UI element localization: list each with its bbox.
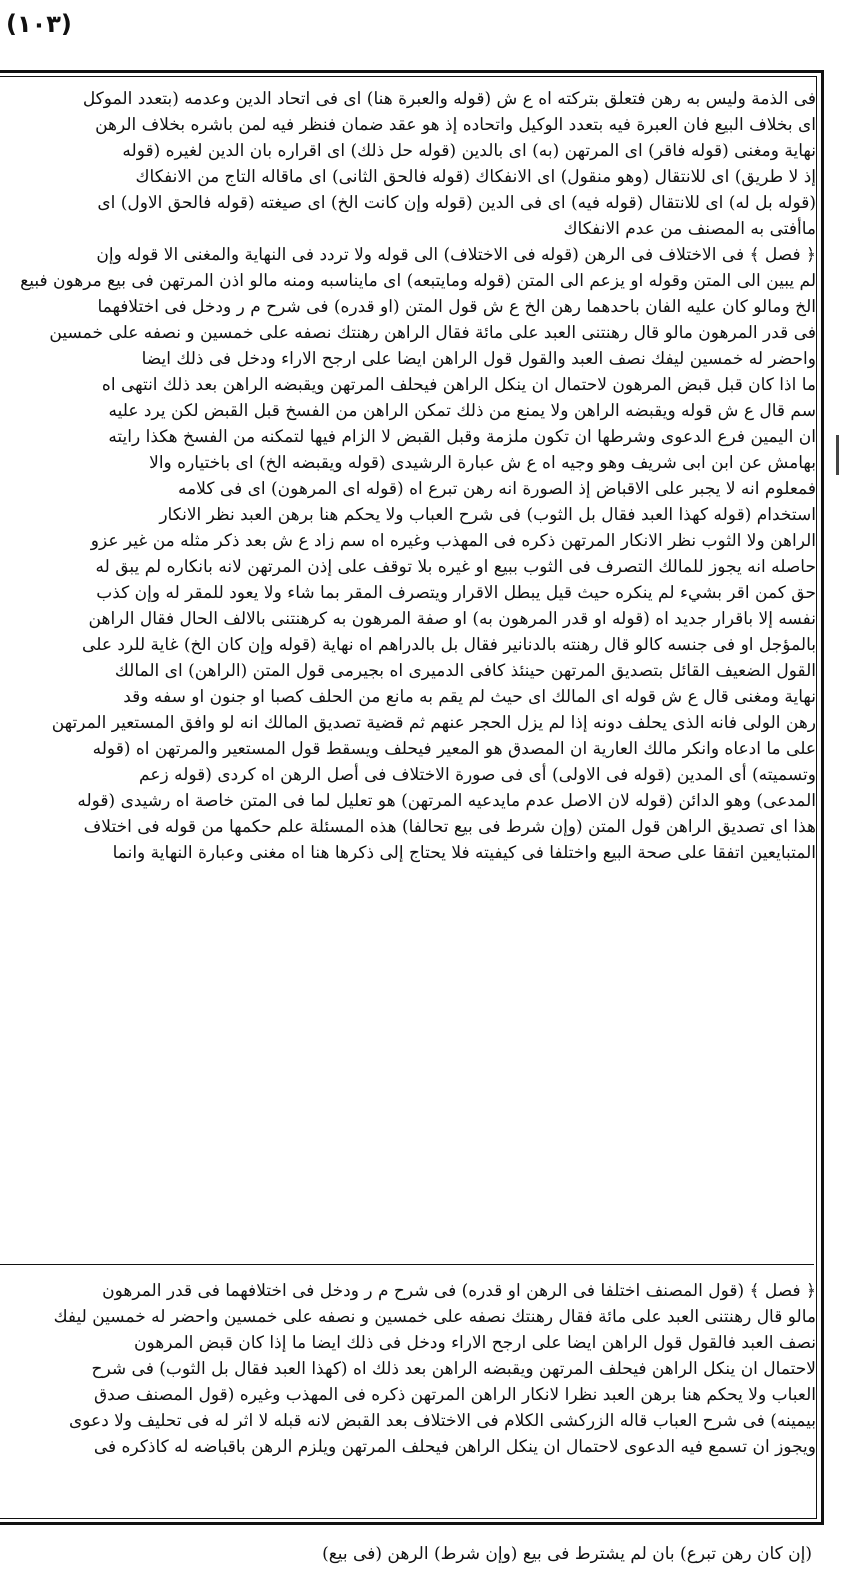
text-line: هذا اى تصديق الراهن قول المتن (وإن شرط فى بيع تحالفا) هذه المسئلة علم حكمها من قوله فى اختلاف	[83, 817, 816, 837]
margin-mark	[836, 435, 839, 475]
text-line: ماأفتى به المصنف من عدم الانفكاك	[563, 219, 816, 239]
text-line: المدعى) وهو الدائن (قوله لان الاصل عدم مايدعيه المرتهن) هو تعليل لما فى المتن خاصة اه رشيدى (قوله	[77, 791, 816, 811]
main-text-block	[0, 86, 816, 866]
text-line: ﴿ فصل ﴾ (قول المصنف اختلفا فى الرهن او قدره) فى شرح م ر ودخل فى اختلافهما فى قدر المرهون	[102, 1281, 816, 1301]
text-line: ما اذا كان قبل قبض المرهون لاحتمال ان ينكل الراهن فيحلف المرتهن ويقبضه الراهن بعد ذلك انتهى اه	[101, 375, 816, 395]
text-line: ويجوز ان تسمع فيه الدعوى لاحتمال ان ينكل الراهن فيحلف المرتهن ويلزم الرهن باقباضه له كاذكره فى	[93, 1437, 816, 1457]
section-divider	[0, 1264, 814, 1265]
text-line: نهاية ومغنى قال ع ش قوله اى المالك اى حيث لم يقم به مانع من الحلف كصبا او جنون او سفه وقد	[123, 687, 816, 707]
text-line: بيمينه) فى شرح العباب قاله الزركشى الكلام فى الاختلاف بعد القبض لانه قبله لا اثر له فى تحليف ولا دعوى	[68, 1411, 816, 1431]
text-line: اى بخلاف البيع فان العبرة فيه بتعدد الوكيل واتحاده إذ هو عقد ضمان فنظر فيه لمن باشره بخلاف الرهن	[95, 115, 816, 135]
text-line: القول الضعيف القائل بتصديق المرتهن حينئذ كافى الدميرى اه بجيرمى قول المتن (الراهن) اى المالك	[114, 661, 816, 681]
text-line: لم يبين الى المتن وقوله او يزعم الى المتن (قوله ومايتبعه) اى مايناسبه ومنه مالو اذن المرتهن فى بيع مرهون فبيع	[20, 271, 816, 291]
text-line: لاحتمال ان ينكل الراهن فيحلف المرتهن ويقبضه الراهن بعد ذلك اه (كهذا العبد فقال بل الثوب) فى شرح	[91, 1359, 816, 1379]
text-line: الخ ومالو كان عليه الفان باحدهما رهن الخ ع ش قول المتن (او قدره) فى شرح م ر ودخل فى اختلافهما	[97, 297, 816, 317]
text-line: حاصله انه يجوز للمالك التصرف فى الثوب ببيع او غيره بلا توقف على إذن المرتهن لانه بانكاره لم يبق له	[95, 557, 816, 577]
text-line: المتبايعين اتفقا على صحة البيع واختلفا فى كيفيته فلا يحتاج إلى ذكرها هنا اه مغنى وعبارة النهاية وانما	[112, 843, 816, 863]
text-line: ان اليمين فرع الدعوى وشرطها ان تكون ملزمة وقبل القبض لا الزام فيها لتمكنه من الفسخ هكذا رايته	[108, 427, 816, 447]
text-line: نفسه إلا باقرار جديد اه (قوله او قدر المرهون به) او صفة المرهون به كرهنتنى بالالف الحال فقال الراهن	[88, 609, 816, 629]
text-line: سم قال ع ش قوله ويقبضه الراهن ولا يمنع من ذلك تمكن الراهن من الفسخ قبل القبض لكن يرد عليه	[108, 401, 816, 421]
text-line: إذ لا طريق) اى للانتقال (وهو منقول) اى الانفكاك (قوله فالحق الثانى) اى ماقاله التاج من الانفكاك	[135, 167, 816, 187]
text-line: بهامش عن ابن ابى شريف وهو وجيه اه ع ش عبارة الرشيدى (قوله ويقبضه الخ) اى باختياره والا	[149, 453, 816, 473]
footnote-line: (إن كان رهن تبرع) بان لم يشترط فى بيع (وإن شرط) الرهن (فى بيع)	[322, 1544, 812, 1564]
text-line: بالمؤجل او فى جنسه كالو قال رهنته بالدنانير فقال بل بالدراهم اه نهاية (قوله وإن كان الخ) غاية للرد على	[82, 635, 816, 655]
text-line: استخدام (قوله كهذا العبد فقال بل الثوب) فى شرح العباب ولا يحكم هنا برهن العبد نظر الانكار	[159, 505, 816, 525]
text-line: واحضر له خمسين ليفك نصف العبد والقول قول الراهن ايضا على ارجح الاراء ودخل فى ذلك ايضا	[141, 349, 816, 369]
text-line: رهن الولى فانه الذى يحلف دونه إذا لم يزل الحجر عنهم ثم قضية تصديق المالك انه لو وافق المستعير المرتهن	[51, 713, 816, 733]
text-line: فمعلوم انه لا يجبر على الاقباض إذ الصورة انه رهن تبرع اه (قوله اى المرهون) اى فى كلامه	[178, 479, 816, 499]
text-line: نهاية ومغنى (قوله فاقر) اى المرتهن (به) اى بالدين (قوله حل ذلك) اى اقراره بان الدين لغيره (قوله	[122, 141, 816, 161]
text-line: نصف العبد فالقول قول الراهن ايضا على ارجح الاراء ودخل فى ذلك ايضا ما إذا كان قبض المرهون	[134, 1333, 816, 1353]
page-number: (۱۰۳)	[6, 10, 72, 38]
text-line: الراهن ولا الثوب نظر الانكار المرتهن ذكره فى المهذب وغيره اه سم زاد ع ش بعد ذكر مثله من غير عزو	[90, 531, 816, 551]
text-line: ﴿ فصل ﴾ فى الاختلاف فى الرهن (قوله فى الاختلاف) الى قوله ولا تردد فى النهاية والمغنى الا قوله وإن	[96, 245, 816, 265]
text-line: حق كمن اقر بشيء لم ينكره حيث قيل يبطل الاقرار ويتصرف المقر بما شاء ولا يعود للمقر له وإن كذب	[96, 583, 816, 603]
text-line: على ما ادعاه وانكر مالك العارية ان المصدق هو المعير فيحلف ويسقط قول المستعير والمرتهن اه (قوله	[92, 739, 816, 759]
text-line: وتسميته) أى المدين (قوله فى الاولى) أى فى صورة الاختلاف فى أصل الرهن اه كردى (قوله زعم	[139, 765, 816, 785]
text-line: (قوله بل له) اى للانتقال (قوله فيه) اى فى الدين (قوله وإن كانت الخ) اى صيغته (قوله فالحق الاول) اى	[97, 193, 816, 213]
lower-text-block	[0, 1278, 816, 1460]
text-line: العباب ولا يحكم هنا برهن العبد نظرا لانكار الراهن المرتهن ذكره فى المهذب وغيره (قول المصنف صدق	[93, 1385, 816, 1405]
text-line: مالو قال رهنتنى العبد على مائة فقال رهنتك نصفه على خمسين و نصفه على خمسين واحضر له خمسين ليفك	[53, 1307, 816, 1327]
text-line: فى قدر المرهون مالو قال رهنتنى العبد على مائة فقال الراهن رهنتك نصفه على خمسين و نصفه على خمسين	[49, 323, 816, 343]
text-line: فى الذمة وليس به رهن فتعلق بتركته اه ع ش (قوله والعبرة هنا) اى فى اتحاد الدين وعدمه (بتعدد الموكل	[82, 89, 816, 109]
